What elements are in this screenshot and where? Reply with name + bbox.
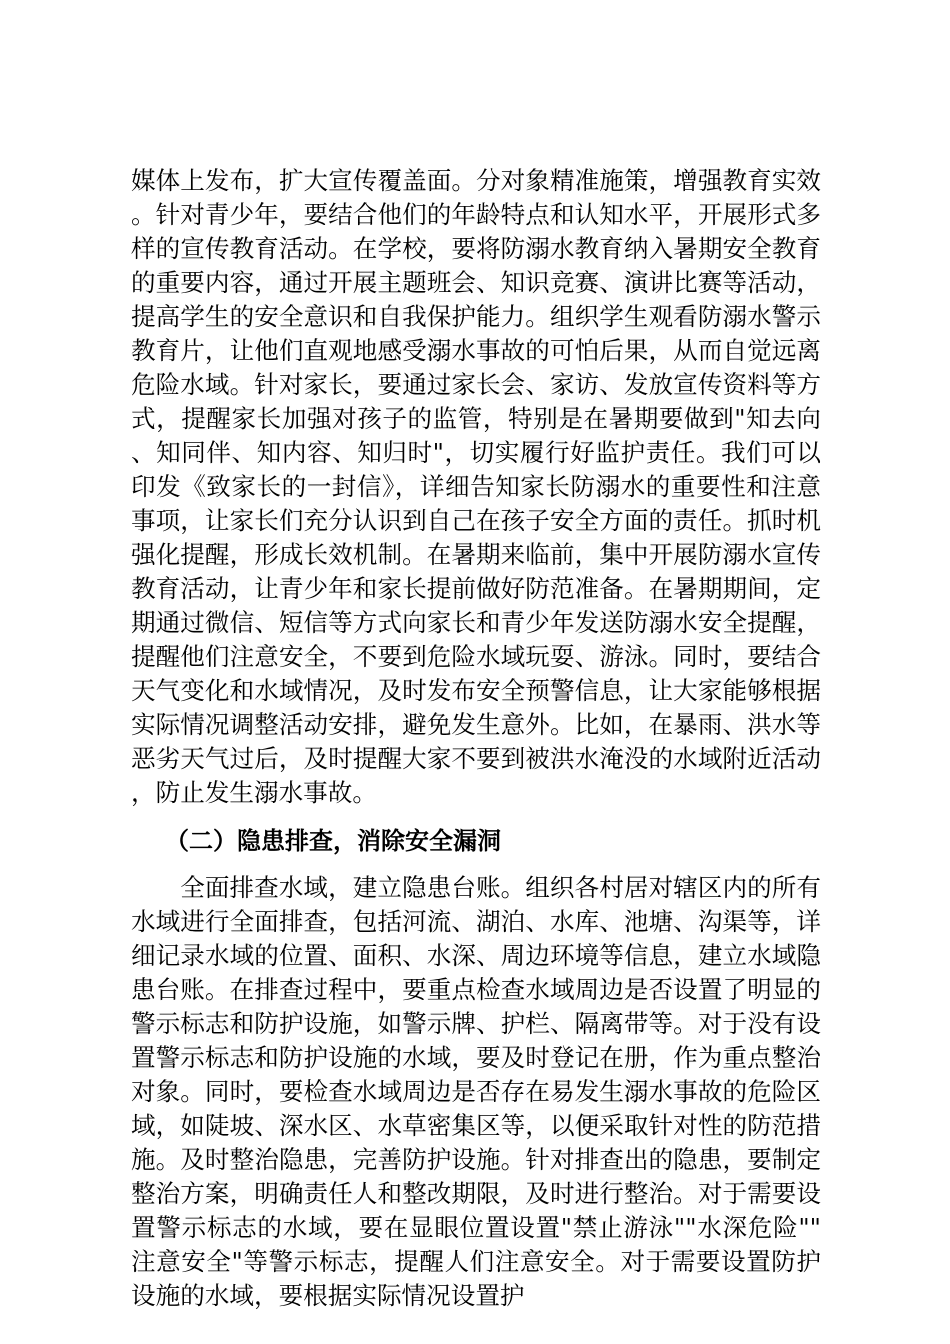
body-paragraph: 全面排查水域，建立隐患台账。组织各村居对辖区内的所有水域进行全面排查，包括河流、湖泊、水库、池塘、沟渠等，详细记录水域的位置、面积、水深、周边环境等信息，建立水域隐患台账。在排查过程中，要重点检查水域周边是否设置了明显的警示标志和防护设施，如警示牌、护栏、隔离带等。对于没有设置警示标志和防护设施的水域，要及时登记在册，作为重点整治对象。同时，要检查水域周边是否存在易发生溺水事故的危险区域，如陡坡、深水区、水草密集区等，以便采取针对性的防范措施。及时整治隐患，完善防护设施。针对排查出的隐患，要制定整治方案，明确责任人和整改期限，及时进行整治。对于需要设置警示标志的水域，要在显眼位置设置"禁止游泳""水深危险""注意安全"等警示标志，提醒人们注意安全。对于需要设置防护设施的水域，要根据实际情况设置护	[131, 873, 821, 1310]
document-page	[131, 164, 821, 1313]
section-heading: （二）隐患排查，消除安全漏洞	[165, 827, 501, 855]
body-paragraph-continued: 媒体上发布，扩大宣传覆盖面。分对象精准施策，增强教育实效。针对青少年，要结合他们的年龄特点和认知水平，开展形式多样的宣传教育活动。在学校，要将防溺水教育纳入暑期安全教育的重要内容，通过开展主题班会、知识竞赛、演讲比赛等活动，提高学生的安全意识和自我保护能力。组织学生观看防溺水警示教育片，让他们直观地感受溺水事故的可怕后果，从而自觉远离危险水域。针对家长，要通过家长会、家访、发放宣传资料等方式，提醒家长加强对孩子的监管，特别是在暑期要做到"知去向、知同伴、知内容、知归时"，切实履行好监护责任。我们可以印发《致家长的一封信》，详细告知家长防溺水的重要性和注意事项，让家长们充分认识到自己在孩子安全方面的责任。抓时机强化提醒，形成长效机制。在暑期来临前，集中开展防溺水宣传教育活动，让青少年和家长提前做好防范准备。在暑期期间，定期通过微信、短信等方式向家长和青少年发送防溺水安全提醒，提醒他们注意安全，不要到危险水域玩耍、游泳。同时，要结合天气变化和水域情况，及时发布安全预警信息，让大家能够根据实际情况调整活动安排，避免发生意外。比如，在暴雨、洪水等恶劣天气过后，及时提醒大家不要到被洪水淹没的水域附近活动，防止发生溺水事故。	[131, 166, 821, 807]
